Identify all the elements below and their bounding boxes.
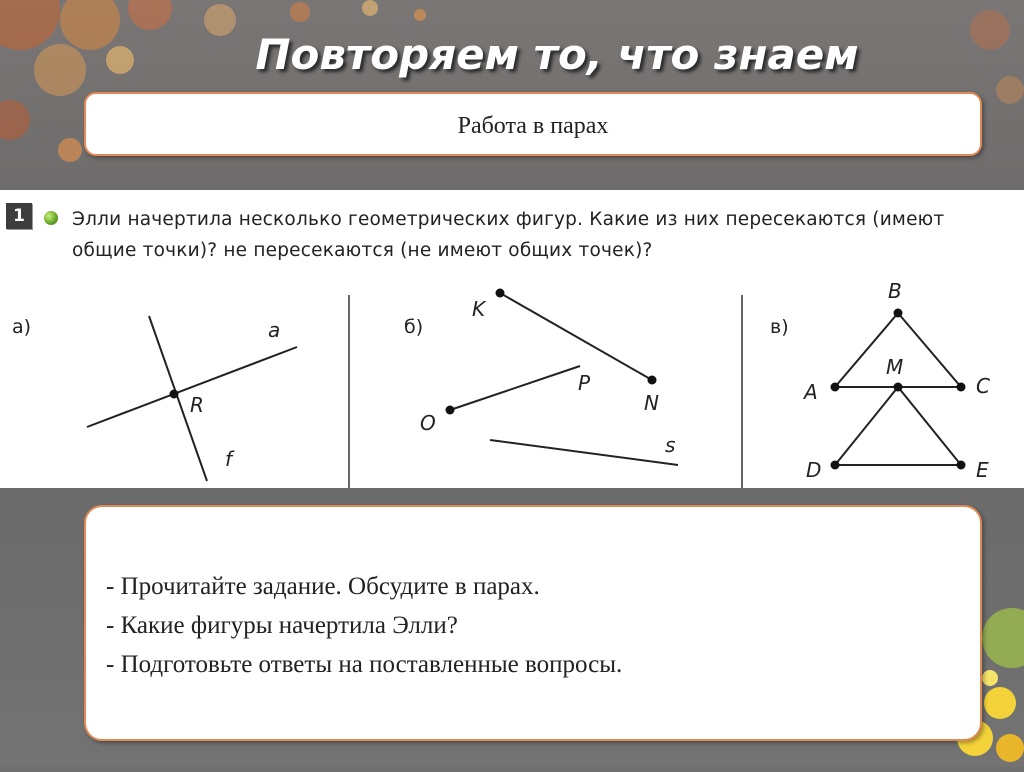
point-N (648, 376, 657, 385)
instruction-line: - Подготовьте ответы на поставленные вопросы. (106, 651, 623, 678)
task-panel (0, 190, 1024, 488)
point-C (957, 383, 966, 392)
label-R: R (190, 393, 204, 417)
task-number-badge: 1 (6, 203, 32, 229)
label-N: N (644, 391, 659, 415)
label-f: f (225, 447, 233, 471)
geometry-figures (0, 190, 1024, 488)
point-D (831, 461, 840, 470)
figure-b-label: б) (404, 316, 424, 338)
point-M (894, 383, 903, 392)
point-K (496, 289, 505, 298)
label-s: s (665, 433, 676, 457)
ray-OP (450, 366, 580, 410)
point-A (831, 383, 840, 392)
label-a: a (268, 318, 281, 342)
figure-c-label: в) (770, 316, 789, 338)
task-text: Элли начертила несколько геометрических фигур. Какие из них пересекаются (имеют общие точки)? не пересекаются (не имеют общих точек)? (72, 209, 945, 261)
instructions-box (84, 505, 982, 741)
point-O (446, 406, 455, 415)
point-R (170, 390, 179, 399)
instruction-line: - Прочитайте задание. Обсудите в парах. (106, 573, 540, 600)
pair-work-box (84, 92, 982, 156)
label-C: C (976, 374, 990, 398)
line-s (490, 440, 678, 465)
triangle-MDE (835, 387, 961, 465)
figure-a-label: а) (12, 316, 32, 338)
label-E: E (976, 458, 989, 482)
label-A: A (804, 380, 818, 404)
figure-b (420, 289, 678, 466)
pair-work-label: Работа в парах (457, 113, 609, 139)
figure-c (802, 279, 990, 482)
label-B: B (888, 279, 902, 303)
figure-a (87, 316, 297, 481)
label-O: O (420, 411, 436, 435)
slide-title: Повторяем то, что знаем (255, 30, 859, 79)
label-M: M (886, 355, 904, 379)
instruction-line: - Какие фигуры начертила Элли? (106, 612, 458, 639)
label-D: D (806, 458, 822, 482)
point-E (957, 461, 966, 470)
label-P: P (578, 371, 591, 395)
point-B (894, 309, 903, 318)
label-K: K (472, 297, 486, 321)
